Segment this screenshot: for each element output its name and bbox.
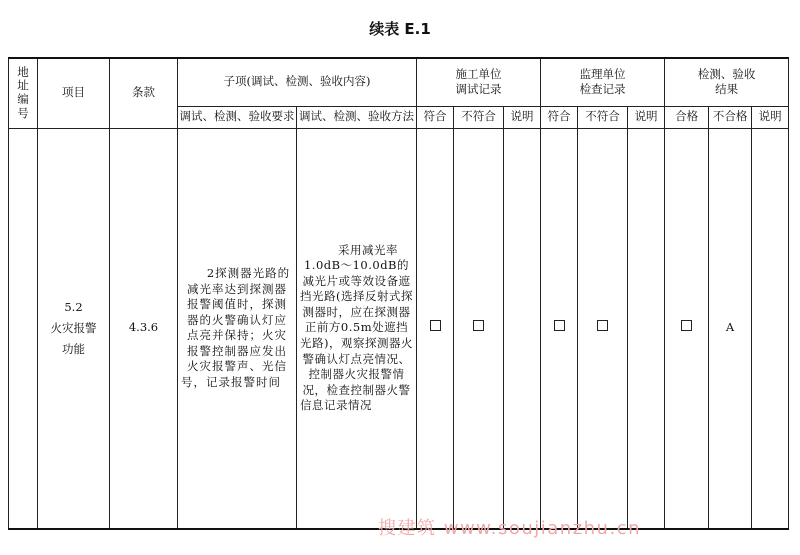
cell-method: 采用减光率1.0dB～10.0dB的减光片或等效设备遮挡光路(选择反射式探测器时，应在探测器正前方0.5m处遮挡光路)，观察探测器火警确认灯点亮情况、控制器火灾报警情况，检查控制器火警信息记录情况 bbox=[297, 128, 417, 529]
header-address-no: 地址编号 bbox=[9, 58, 38, 128]
supervision-nonconform-checkbox[interactable] bbox=[597, 320, 608, 331]
header-supervision-note: 说明 bbox=[628, 106, 665, 128]
header-construction-note: 说明 bbox=[504, 106, 541, 128]
header-method: 调试、检测、验收方法 bbox=[297, 106, 417, 128]
header-clause: 条款 bbox=[110, 58, 178, 128]
header-construction-nonconform: 不符合 bbox=[454, 106, 504, 128]
acceptance-fail-cell: A bbox=[709, 128, 752, 529]
header-acceptance-fail: 不合格 bbox=[709, 106, 752, 128]
supervision-conform-checkbox[interactable] bbox=[554, 320, 565, 331]
header-construction-conform: 符合 bbox=[417, 106, 454, 128]
header-acceptance-note: 说明 bbox=[752, 106, 789, 128]
cell-address-no bbox=[9, 128, 38, 529]
acceptance-pass-cell[interactable] bbox=[665, 128, 709, 529]
supervision-conform-cell[interactable] bbox=[541, 128, 578, 529]
watermark: 搜建筑 www.soujianzhu.cn bbox=[378, 518, 641, 539]
supervision-nonconform-cell[interactable] bbox=[578, 128, 628, 529]
construction-conform-checkbox[interactable] bbox=[430, 320, 441, 331]
header-sub-item: 子项(调试、检测、验收内容) bbox=[178, 58, 417, 106]
supervision-note-cell[interactable] bbox=[628, 128, 665, 529]
header-acceptance-group: 检测、验收 结果 bbox=[665, 58, 789, 106]
header-supervision-group: 监理单位 检查记录 bbox=[541, 58, 665, 106]
header-acceptance-pass: 合格 bbox=[665, 106, 709, 128]
header-supervision-conform: 符合 bbox=[541, 106, 578, 128]
header-item: 项目 bbox=[38, 58, 110, 128]
header-supervision-nonconform: 不符合 bbox=[578, 106, 628, 128]
construction-note-cell[interactable] bbox=[504, 128, 541, 529]
acceptance-note-cell[interactable] bbox=[752, 128, 789, 529]
header-requirement: 调试、检测、验收要求 bbox=[178, 106, 297, 128]
cell-requirement: 2探测器光路的减光率达到探测器报警阈值时，探测器的火警确认灯应点亮并保持；火灾报警控制器应发出火灾报警声、光信号，记录报警时间 bbox=[178, 128, 297, 529]
construction-nonconform-checkbox[interactable] bbox=[473, 320, 484, 331]
cell-item: 5.2 火灾报警 功能 bbox=[38, 128, 110, 529]
header-construction-group: 施工单位 调试记录 bbox=[417, 58, 541, 106]
construction-conform-cell[interactable] bbox=[417, 128, 454, 529]
acceptance-pass-checkbox[interactable] bbox=[681, 320, 692, 331]
cell-clause: 4.3.6 bbox=[110, 128, 178, 529]
inspection-table bbox=[8, 57, 789, 530]
construction-nonconform-cell[interactable] bbox=[454, 128, 504, 529]
table-caption: 续表 E.1 bbox=[369, 20, 431, 38]
